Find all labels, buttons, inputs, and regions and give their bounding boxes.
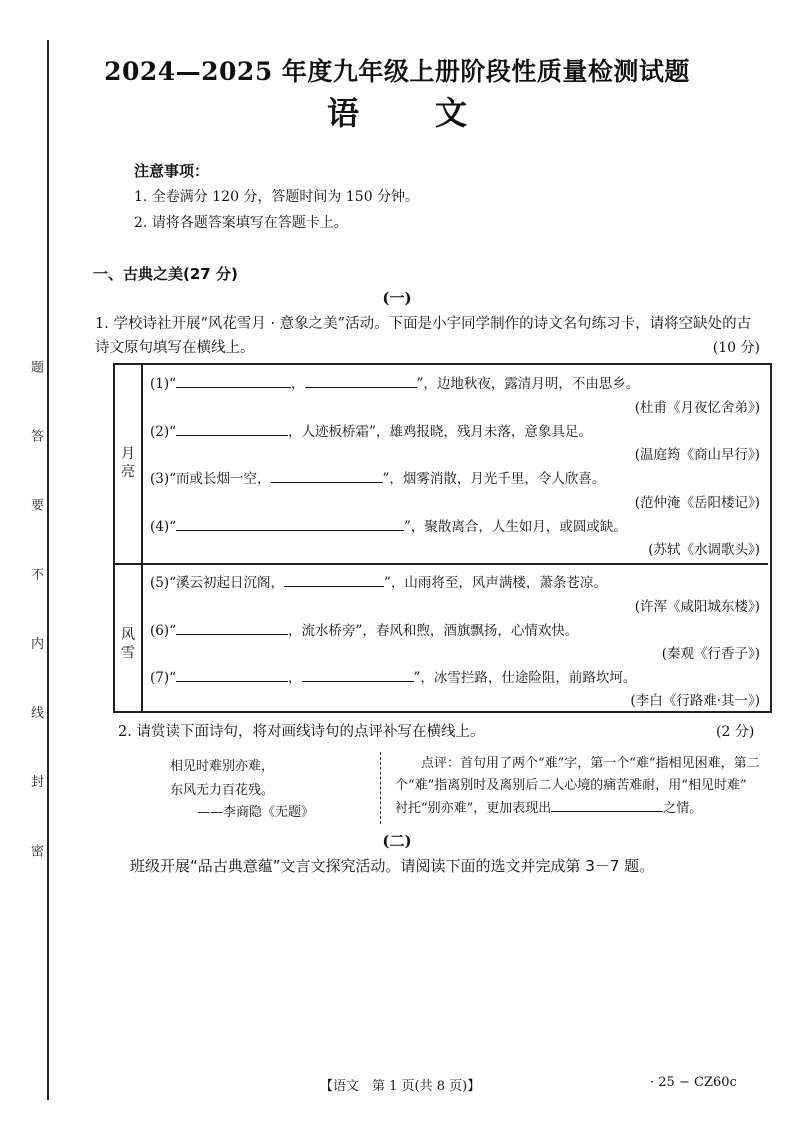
poem-source: (杜甫《月夜忆舍弟》) bbox=[634, 400, 760, 416]
part-heading: (二) bbox=[382, 832, 412, 850]
table-row: (1)“ ， ”，边地秋夜，露清月明，不由思乡。 bbox=[150, 372, 639, 392]
answer-blank[interactable] bbox=[284, 572, 384, 587]
notice-heading: 注意事项： bbox=[134, 162, 210, 180]
poem-source: (苏轼《水调歌头》) bbox=[648, 542, 760, 558]
comment-line: 点评：首句用了两个“难”字，第一个“难”指相见困难，第二 bbox=[421, 756, 760, 771]
question-1-text: 1. 学校诗社开展“风花雪月 · 意象之美”活动。下面是小宇同学制作的诗文名句练习卡，请将空缺处的古诗文原句填写在横线上。 bbox=[95, 316, 752, 356]
answer-blank[interactable] bbox=[302, 667, 414, 682]
exam-title: 2024—2025 年度九年级上册阶段性质量检测试题 bbox=[104, 57, 690, 86]
poem-source: (秦观《行香子》) bbox=[661, 646, 760, 662]
poem-line: 相见时难别亦难， bbox=[170, 759, 275, 774]
table-row: (3)“而或长烟一空， ”，烟雾消散，月光千里，令人欣喜。 bbox=[150, 467, 605, 487]
table-category-column bbox=[141, 363, 143, 711]
question-2-points: (2 分) bbox=[716, 724, 755, 740]
answer-blank[interactable] bbox=[176, 421, 288, 436]
category-wind-snow: 风雪 bbox=[121, 627, 135, 661]
subject-title bbox=[0, 88, 794, 134]
table-row: (7)“ ， ”，冰雪拦路，仕途险阻，前路坎坷。 bbox=[150, 666, 636, 686]
notice-item: 2. 请将各题答案填写在答题卡上。 bbox=[134, 215, 348, 231]
answer-blank[interactable] bbox=[176, 373, 291, 388]
answer-blank[interactable] bbox=[176, 620, 288, 635]
poem-author: ——李商隐《无题》 bbox=[197, 805, 315, 820]
notice-item: 1. 全卷满分 120 分，答题时间为 150 分钟。 bbox=[134, 189, 420, 205]
table-row: (6)“ ，流水桥旁”，春风和煦，酒旗飘扬，心情欢快。 bbox=[150, 619, 578, 639]
binding-margin-text: 题 答 要 不 内 线 封 密 bbox=[28, 360, 43, 883]
question-2-text: 2. 请赏读下面诗句，将对画线诗句的点评补写在横线上。 bbox=[118, 724, 485, 740]
question-1 bbox=[95, 312, 760, 360]
answer-blank[interactable] bbox=[551, 797, 663, 812]
subject-char-1: 语 bbox=[326, 94, 359, 132]
answer-blank[interactable] bbox=[271, 468, 383, 483]
comment-block bbox=[395, 753, 767, 820]
answer-blank[interactable] bbox=[305, 373, 417, 388]
table-row: (4)“ ”，聚散离合，人生如月，或圆或缺。 bbox=[150, 515, 627, 535]
dashed-divider bbox=[380, 752, 381, 824]
part-heading: (一) bbox=[382, 289, 412, 307]
table-row: (2)“ ，人迹板桥霜”，雄鸡报晓，残月未落，意象具足。 bbox=[150, 420, 592, 440]
section-heading: 一、古典之美(27 分) bbox=[93, 265, 238, 283]
category-moon: 月亮 bbox=[121, 446, 135, 480]
poem-line: 东风无力百花残。 bbox=[170, 783, 275, 798]
subject-char-2: 文 bbox=[435, 94, 468, 132]
binding-margin-line bbox=[47, 40, 49, 1100]
table-divider bbox=[113, 563, 768, 565]
page-footer: 【语文 第 1 页(共 8 页)】 bbox=[320, 1079, 481, 1094]
comment-line: 衬托“别亦难”，更加表现出 之情。 bbox=[395, 797, 767, 820]
reading-intro: 班级开展“品古典意蕴”文言文探究活动。请阅读下面的选文并完成第 3－7 题。 bbox=[130, 857, 655, 875]
table-row: (5)“溪云初起日沉阁， ”，山雨将至，风声满楼，萧条苍凉。 bbox=[150, 571, 607, 591]
question-1-points: (10 分) bbox=[712, 340, 760, 356]
poem-source: (温庭筠《商山早行》) bbox=[634, 447, 760, 463]
poem-source: (许浑《咸阳城东楼》) bbox=[634, 599, 760, 615]
poem-source: (李白《行路难·其一》) bbox=[630, 693, 760, 709]
answer-blank[interactable] bbox=[176, 516, 404, 531]
comment-line: 个“难”指离别时及离别后二人心境的痛苦难耐，用“相见时难” bbox=[395, 778, 747, 793]
poem-source: (范仲淹《岳阳楼记》) bbox=[634, 495, 760, 511]
answer-blank[interactable] bbox=[176, 667, 288, 682]
exam-code: · 25 − CZ60c bbox=[650, 1075, 737, 1090]
